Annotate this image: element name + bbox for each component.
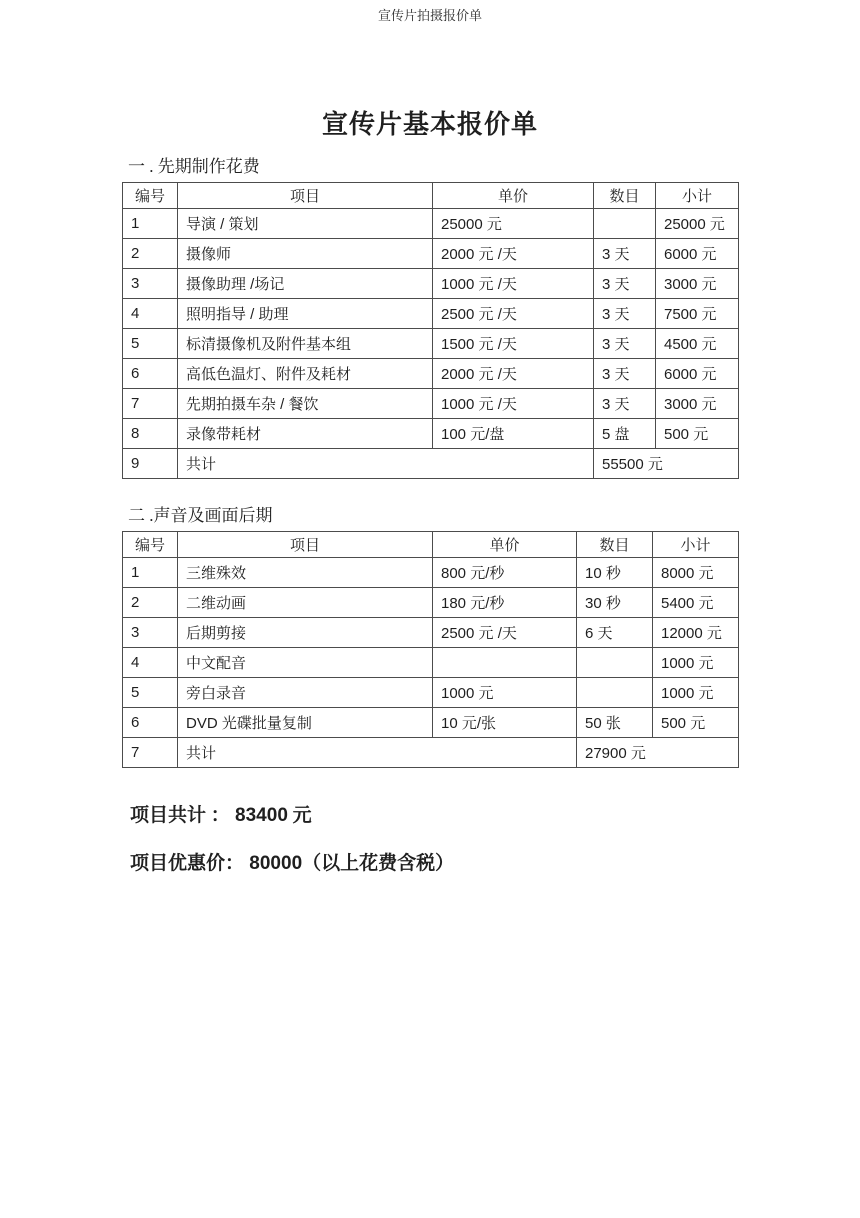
total-label-cell: 共计 (178, 449, 594, 479)
item-cell: 导演 / 策划 (178, 209, 433, 239)
unit-price-cell: 25000 元 (433, 209, 594, 239)
column-header-unit-price: 单价 (433, 183, 594, 209)
unit-price-cell: 800 元/秒 (433, 558, 577, 588)
unit-price-cell: 2000 元 /天 (433, 239, 594, 269)
item-cell: 高低色温灯、附件及耗材 (178, 359, 433, 389)
table-row (123, 269, 739, 299)
unit-price-cell (433, 648, 577, 678)
subtotal-cell: 8000 元 (653, 558, 739, 588)
row-number-cell: 4 (123, 648, 178, 678)
subtotal-cell: 5400 元 (653, 588, 739, 618)
item-cell: 后期剪接 (178, 618, 433, 648)
row-number-cell: 3 (123, 618, 178, 648)
project-total-line (130, 804, 738, 828)
table-row (123, 329, 739, 359)
subtotal-cell: 1000 元 (653, 648, 739, 678)
unit-price-cell: 180 元/秒 (433, 588, 577, 618)
quantity-cell: 30 秒 (577, 588, 653, 618)
row-number-cell: 6 (123, 359, 178, 389)
quantity-cell: 10 秒 (577, 558, 653, 588)
quantity-cell (577, 678, 653, 708)
row-number-cell: 1 (123, 209, 178, 239)
item-cell: 摄像师 (178, 239, 433, 269)
quantity-cell: 50 张 (577, 708, 653, 738)
table-row (123, 678, 739, 708)
quantity-cell: 3 天 (594, 269, 656, 299)
project-total-suffix: 元 (287, 805, 312, 827)
row-number-cell: 5 (123, 678, 178, 708)
subtotal-cell: 7500 元 (656, 299, 739, 329)
subtotal-cell: 25000 元 (656, 209, 739, 239)
total-row (123, 738, 739, 768)
table-row (123, 299, 739, 329)
unit-price-cell: 100 元/盘 (433, 419, 594, 449)
unit-price-cell: 2000 元 /天 (433, 359, 594, 389)
item-cell: 摄像助理 /场记 (178, 269, 433, 299)
subtotal-cell: 3000 元 (656, 269, 739, 299)
quantity-cell (594, 209, 656, 239)
item-cell: DVD 光碟批量复制 (178, 708, 433, 738)
quantity-cell: 5 盘 (594, 419, 656, 449)
unit-price-cell: 10 元/张 (433, 708, 577, 738)
table-row (123, 588, 739, 618)
row-number-cell: 9 (123, 449, 178, 479)
column-header-subtotal: 小计 (653, 532, 739, 558)
quantity-cell: 6 天 (577, 618, 653, 648)
table-row (123, 419, 739, 449)
column-header-number: 编号 (123, 183, 178, 209)
unit-price-cell: 2500 元 /天 (433, 618, 577, 648)
post-production-cost-table (122, 531, 739, 768)
table-row (123, 618, 739, 648)
subtotal-cell: 6000 元 (656, 239, 739, 269)
row-number-cell: 4 (123, 299, 178, 329)
subtotal-cell: 4500 元 (656, 329, 739, 359)
table-row (123, 359, 739, 389)
row-number-cell: 2 (123, 239, 178, 269)
unit-price-cell: 1500 元 /天 (433, 329, 594, 359)
section-2-label: 二 .声音及画面后期 (128, 506, 273, 526)
row-number-cell: 6 (123, 708, 178, 738)
column-header-quantity: 数目 (577, 532, 653, 558)
document-title: 宣传片基本报价单 (321, 110, 538, 139)
pre-production-cost-table (122, 182, 739, 479)
project-total-label: 项目共计 ： (130, 805, 230, 827)
unit-price-cell: 1000 元 /天 (433, 269, 594, 299)
row-number-cell: 8 (123, 419, 178, 449)
table-row (123, 708, 739, 738)
table-row (123, 209, 739, 239)
quantity-cell: 3 天 (594, 299, 656, 329)
item-cell: 二维动画 (178, 588, 433, 618)
discount-price-line (130, 852, 738, 876)
quantity-cell (577, 648, 653, 678)
table-row (123, 239, 739, 269)
item-cell: 录像带耗材 (178, 419, 433, 449)
unit-price-cell: 1000 元 /天 (433, 389, 594, 419)
discount-price-label: 项目优惠价： (130, 853, 245, 875)
total-amount-cell: 55500 元 (594, 449, 739, 479)
unit-price-cell: 2500 元 /天 (433, 299, 594, 329)
column-header-subtotal: 小计 (656, 183, 739, 209)
column-header-item: 项目 (178, 532, 433, 558)
unit-price-cell: 1000 元 (433, 678, 577, 708)
table-header-row (123, 183, 739, 209)
discount-price-suffix: （以上花费含税） (302, 853, 455, 875)
column-header-item: 项目 (178, 183, 433, 209)
item-cell: 标清摄像机及附件基本组 (178, 329, 433, 359)
quantity-cell: 3 天 (594, 389, 656, 419)
item-cell: 三维殊效 (178, 558, 433, 588)
document-body (122, 157, 738, 876)
table-row (123, 558, 739, 588)
row-number-cell: 3 (123, 269, 178, 299)
subtotal-cell: 6000 元 (656, 359, 739, 389)
column-header-quantity: 数目 (594, 183, 656, 209)
column-header-number: 编号 (123, 532, 178, 558)
item-cell: 照明指导 / 助理 (178, 299, 433, 329)
item-cell: 先期拍摄车杂 / 餐饮 (178, 389, 433, 419)
table-row (123, 648, 739, 678)
subtotal-cell: 500 元 (653, 708, 739, 738)
discount-price-value: 80000 (249, 853, 303, 875)
page-header-title: 宣传片拍摄报价单 (377, 8, 482, 23)
row-number-cell: 5 (123, 329, 178, 359)
quantity-cell: 3 天 (594, 359, 656, 389)
item-cell: 旁白录音 (178, 678, 433, 708)
row-number-cell: 2 (123, 588, 178, 618)
row-number-cell: 7 (123, 389, 178, 419)
row-number-cell: 1 (123, 558, 178, 588)
table-row (123, 389, 739, 419)
project-total-value: 83400 (235, 805, 288, 827)
subtotal-cell: 3000 元 (656, 389, 739, 419)
total-amount-cell: 27900 元 (577, 738, 739, 768)
quantity-cell: 3 天 (594, 239, 656, 269)
row-number-cell: 7 (123, 738, 178, 768)
subtotal-cell: 500 元 (656, 419, 739, 449)
table-header-row (123, 532, 739, 558)
quantity-cell: 3 天 (594, 329, 656, 359)
subtotal-cell: 1000 元 (653, 678, 739, 708)
total-row (123, 449, 739, 479)
item-cell: 中文配音 (178, 648, 433, 678)
subtotal-cell: 12000 元 (653, 618, 739, 648)
total-label-cell: 共计 (178, 738, 577, 768)
column-header-unit-price: 单价 (433, 532, 577, 558)
section-1-label: 一 . 先期制作花费 (128, 157, 260, 177)
